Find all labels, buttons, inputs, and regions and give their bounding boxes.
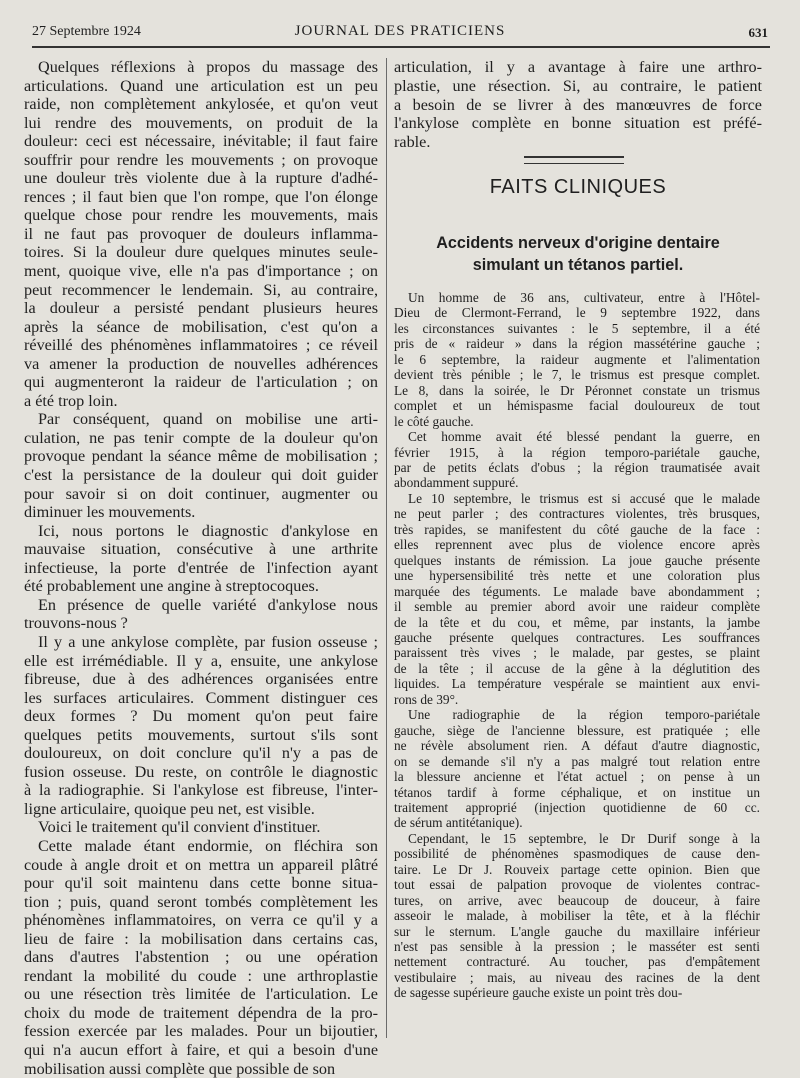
text-line: il ne faut pas provoquer de douleurs inflamma-: [24, 224, 378, 243]
text-line: elle est irrémédiable. Il y a, ensuite, une ankylose: [24, 651, 378, 670]
paragraph: [24, 410, 378, 521]
text-line: après la séance de mobilisation, c'est qu'on a: [24, 317, 378, 336]
text-line: mauvaise situation, consécutive à une arthrite: [24, 540, 378, 559]
text-line: février 1915, à la région temporo-pariétale gauche,: [394, 444, 760, 460]
text-line: il semble au premier abord avoir une raideur complète: [394, 599, 760, 615]
text-line: a été trop loin.: [24, 391, 118, 410]
text-line: Un homme de 36 ans, cultivateur, entre à l'Hôtel-: [408, 290, 760, 305]
text-line: tétanos tardif à forme céphalique, et on institue un: [394, 784, 760, 800]
text-line: la blessure ancienne et l'état actuel ; on pense à un: [394, 769, 760, 785]
text-line: raide, non complètement ankylosée, et qu'on veut: [24, 95, 378, 114]
text-line: qui augmenteront la raideur de l'articulation ; on: [24, 373, 378, 392]
article-body: [394, 290, 760, 1001]
paragraph: [394, 707, 760, 831]
text-line: pris de « raideur » dans la région massétérine gauche ;: [394, 336, 760, 352]
text-line: trouvons-nous ?: [24, 614, 128, 633]
text-line: les surfaces articulaires. Comment distinguer ces: [24, 688, 378, 707]
text-line: rendant la mobilité du coude : une arthroplastie: [24, 966, 378, 985]
text-line: Cet homme avait été blessé pendant la guerre, en: [408, 429, 760, 445]
header-rule: [32, 46, 770, 48]
text-line: ou une résection très limitée de l'articulation. Le: [24, 985, 378, 1004]
text-line: à la radiographie. Si l'ankylose est fibreuse, l'inter-: [24, 781, 378, 800]
text-line: deux formes ? Du moment qu'on peut faire: [24, 707, 378, 726]
paragraph: [394, 831, 760, 1001]
text-line: diminuer les mouvements.: [24, 503, 196, 522]
text-line: Ici, nous portons le diagnostic d'ankylose en: [38, 521, 378, 540]
text-line: le côté gauche.: [394, 413, 474, 429]
running-header: [32, 20, 768, 44]
text-line: de la tête ; il accuse de la gêne à la déglutition des: [394, 660, 760, 676]
text-line: de la tête et du cou, et même, par instants, la jambe: [394, 614, 760, 630]
text-line: rons de 39°.: [394, 691, 459, 707]
text-line: elles reprennent avec plus de violence encore après: [394, 537, 760, 553]
text-line: gauche, siège de l'ancienne blessure, est pratiquée ; elle: [394, 722, 760, 738]
section-title: FAITS CLINIQUES: [489, 176, 667, 198]
text-line: par de petits éclats d'obus ; la région traumatisée avait: [394, 459, 760, 475]
text-line: Cependant, le 15 septembre, le Dr Durif songe à la: [408, 830, 760, 846]
text-line: on se demande s'il n'y a pas malgré tout relation entre: [394, 753, 760, 769]
text-line: articulations. Quand une articulation est un peu: [24, 76, 378, 95]
text-line: tout essai de palpation provoque de violentes contrac-: [394, 877, 760, 893]
text-line: de sérum antitétanique).: [394, 815, 523, 831]
text-line: mobilisation aussi complète que possible de son: [24, 1059, 336, 1078]
text-line: marquée des téguments. Le malade bave abondamment ;: [394, 583, 760, 599]
text-line: ligne articulaire, quoique peu net, est visible.: [24, 799, 315, 818]
text-line: souffrir pour rendre les mouvements ; on provoque: [24, 150, 378, 169]
text-line: peut recommencer le lendemain. Si, au contraire,: [24, 280, 378, 299]
text-line: toires. Si la douleur dure quelques minutes seule-: [24, 243, 378, 262]
text-line: choix du mode de traitement dépendra de la pro-: [24, 1003, 378, 1022]
text-line: ment, quoique vive, elle n'a pas d'importance ; on: [24, 262, 378, 281]
paragraph: [24, 633, 378, 818]
text-line: Il y a une ankylose complète, par fusion osseuse ;: [38, 632, 378, 651]
text-line: rences ; il faut bien que l'on rompe, que l'on élonge: [24, 187, 378, 206]
column-divider: [386, 58, 387, 1038]
text-line: une hypersensibilité très nette et une coloration plus: [394, 568, 760, 584]
text-line: de sagesse supérieure gauche existe un point très dou-: [394, 985, 683, 1001]
article-title-line: simulant un tétanos partiel.: [472, 256, 684, 274]
text-line: coude à angle droit et on mettra un appareil plâtré: [24, 855, 378, 874]
text-line: n'est pas sensible à la pression ; le masséter est senti: [394, 939, 760, 955]
text-line: infectieuse, la porte d'entrée de l'infection ayant: [24, 558, 378, 577]
text-line: lieu de faire : la mobilisation dans certains cas,: [24, 929, 378, 948]
text-line: asseoir le malade, à mobiliser la tête, et à la fléchir: [394, 908, 760, 924]
text-line: Une radiographie de la région temporo-pariétale: [408, 707, 760, 723]
text-line: culation, ne pas tenir compte de la douleur qu'on: [24, 428, 378, 447]
text-line: dans d'autres l'abstention ; ou une opération: [24, 948, 378, 967]
text-line: une douleur très violente due à la rupture d'adhé-: [24, 169, 378, 188]
text-line: ne peut parler ; des contractures violentes, très brusques,: [394, 506, 760, 522]
text-line: très rapides, se manifestent du côté gauche de la face :: [394, 521, 760, 537]
right-column-continuation: [394, 58, 762, 152]
paragraph: [394, 429, 760, 491]
text-line: la douleur a persisté pendant plusieurs heures: [24, 299, 378, 318]
text-line: douloureux, on doit conclure qu'il n'y a pas de: [24, 744, 378, 763]
text-line: Le 8, dans la soirée, le Dr Péronnet constate un trismus: [394, 382, 760, 398]
text-line: douleur: ceci est nécessaire, inévitable; il faut faire: [24, 132, 378, 151]
left-column: [24, 58, 378, 1078]
text-line: En présence de quelle variété d'ankylose nous: [38, 595, 378, 614]
text-line: fession exercée par les malades. Pour un bijoutier,: [24, 1022, 378, 1041]
text-line: Le 10 septembre, le trismus est si accusé que le malade: [408, 490, 760, 506]
text-line: traitement approprié (injection quotidienne de 60 cc.: [394, 799, 760, 815]
paragraph: [24, 596, 378, 633]
text-line: a besoin de se livrer à des manœuvres de force: [394, 95, 762, 114]
text-line: gauche présente quelques contractures. Les souffrances: [394, 629, 760, 645]
paragraph: [24, 522, 378, 596]
text-line: possibilité de phénomènes spasmodiques de cause den-: [394, 846, 760, 862]
text-line: Dieu de Clermont-Ferrand, le 9 septembre 1922, dans: [394, 305, 760, 321]
text-line: réveillé des phénomènes inflammatoires ; ce réveil: [24, 336, 378, 355]
text-line: qui n'a aucun effort à faire, et qui a besoin d'une: [24, 1040, 378, 1059]
text-line: pour qu'il soit maintenu dans cette bonne situa-: [24, 874, 378, 893]
text-line: abondamment suppuré.: [394, 475, 519, 491]
text-line: Voici le traitement qu'il convient d'instituer.: [38, 818, 321, 837]
text-line: paraissent très vives ; le malade, par gestes, se plaint: [394, 645, 760, 661]
paragraph: [24, 58, 378, 410]
text-line: Quelques réflexions à propos du massage des: [38, 58, 378, 76]
text-line: quelque chose pour rendre les mouvements, mais: [24, 206, 378, 225]
article-title: [394, 232, 762, 276]
text-line: fibreuse, due à des adhérences organisées entre: [24, 670, 378, 689]
text-line: devient très pénible ; le 7, le trismus est presque complet.: [394, 367, 760, 383]
text-line: Par conséquent, quand on mobilise une arti-: [38, 410, 378, 429]
text-line: rable.: [394, 133, 431, 152]
text-line: nettement contracturé. Au toucher, pas d'empâtement: [394, 954, 760, 970]
text-line: liquides. La température vespérale se maintient aux envi-: [394, 676, 760, 692]
issue-date: 27 Septembre 1924: [32, 24, 141, 39]
text-line: l'ankylose complète en bonne situation est préfé-: [394, 114, 762, 133]
text-line: taire. Le Dr J. Rouveix partage cette opinion. Bien que: [394, 861, 760, 877]
text-line: lui rendre des mouvements, on produit de la: [24, 113, 378, 132]
text-line: articulation, il y a avantage à faire une arthro-: [394, 58, 762, 76]
text-line: phénomènes inflammatoires, on verra ce qu'il y a: [24, 911, 378, 930]
text-line: vestibulaire ; mais, au niveau des racines de la dent: [394, 969, 760, 985]
text-line: quelques petits mouvements, surtout s'ils sont: [24, 725, 378, 744]
section-separator: [524, 156, 624, 164]
text-line: quelques instants de rémission. La joue gauche présente: [394, 552, 760, 568]
text-line: complet et un hémispasme facial douloureux de tout: [394, 398, 760, 414]
page-number: 631: [748, 25, 768, 40]
paragraph: [24, 818, 378, 837]
text-line: le 6 septembre, la raideur augmente et l'alimentation: [394, 351, 760, 367]
text-line: été probablement une angine à streptocoques.: [24, 577, 319, 596]
text-line: fusion osseuse. Du reste, on contrôle le diagnostic: [24, 762, 378, 781]
text-line: sur le sternum. L'angle gauche du maxillaire inférieur: [394, 923, 760, 939]
paragraph: [394, 491, 760, 707]
text-line: Cette malade étant endormie, on fléchira son: [38, 836, 378, 855]
paragraph: [24, 837, 378, 1078]
text-line: pour savoir si on doit continuer, augmenter ou: [24, 484, 378, 503]
journal-title: JOURNAL DES PRATICIENS: [294, 23, 506, 39]
text-line: tion ; puis, quand seront tombés complètement les: [24, 892, 378, 911]
text-line: tures, on arrive, avec beaucoup de douceur, à faire: [394, 892, 760, 908]
paragraph: [394, 290, 760, 429]
text-line: va amener la production de nouvelles adhérences: [24, 354, 378, 373]
article-title-line: Accidents nerveux d'origine dentaire: [436, 234, 720, 252]
text-line: les circonstances suivantes : le 5 septembre, il a été: [394, 320, 760, 336]
text-line: c'est la persistance de la douleur qui doit guider: [24, 466, 378, 485]
text-line: plastie, une résection. Si, au contraire, le patient: [394, 76, 762, 95]
text-line: ne révèle absolument rien. A défaut d'autre diagnostic,: [394, 738, 760, 754]
text-line: provoque pendant la séance même de mobilisation ;: [24, 447, 378, 466]
